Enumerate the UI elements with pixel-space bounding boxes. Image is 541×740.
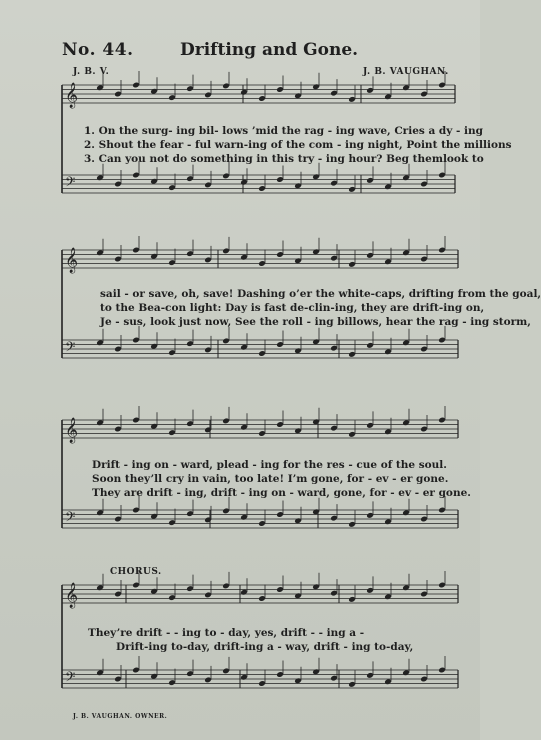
lyric-line: They are drift - ing, drift - ing on - ward, gone, for - ev - er gone.	[92, 487, 471, 499]
treble-clef-icon: 𝄞	[65, 248, 79, 273]
bass-clef-icon: 𝄢	[65, 669, 76, 688]
treble-clef-icon: 𝄞	[65, 418, 79, 443]
bass-clef-icon: 𝄢	[65, 509, 76, 528]
lyric-line: Drift - ing on - ward, plead - ing for the res - cue of the soul.	[92, 459, 447, 471]
lyric-line: 3. Can you not do something in this try - ing hour? Beg themlook to	[84, 153, 484, 165]
treble-clef-icon: 𝄞	[65, 83, 79, 108]
copyright-footer: J. B. VAUGHAN. OWNER.	[73, 713, 168, 720]
words-credit: J. B. V.	[73, 67, 110, 77]
lyric-line: to the Bea-con light: Day is fast de-clin-ing, they are drift-ing on,	[100, 302, 485, 314]
hymn-number: No. 44.	[62, 40, 134, 60]
lyric-line: sail - or save, oh, save! Dashing o’er the white-caps, drifting from the goal,	[100, 288, 541, 300]
treble-clef-icon: 𝄞	[65, 583, 79, 608]
lyric-line: 1. On the surg- ing bil- lows ’mid the rag - ing wave, Cries a dy - ing	[84, 125, 483, 137]
lyric-line: They’re drift - - ing to - day, yes, drift - - ing a -	[88, 627, 365, 639]
lyric-line: Je - sus, look just now, See the roll - ing billows, hear the rag - ing storm,	[100, 316, 531, 328]
hymn-title: Drifting and Gone.	[180, 40, 359, 60]
bass-clef-icon: 𝄢	[65, 174, 76, 193]
lyric-line: Drift-ing to-day, drift-ing a - way, drift - ing to-day,	[116, 641, 414, 653]
lyric-line: 2. Shout the fear - ful warn-ing of the com - ing night, Point the millions	[84, 139, 512, 151]
chorus-label: CHORUS.	[110, 567, 162, 577]
music-credit: J. B. VAUGHAN.	[363, 67, 449, 77]
lyric-line: Soon they’ll cry in vain, too late! I’m gone, for - ev - er gone.	[92, 473, 449, 485]
bass-clef-icon: 𝄢	[65, 339, 76, 358]
